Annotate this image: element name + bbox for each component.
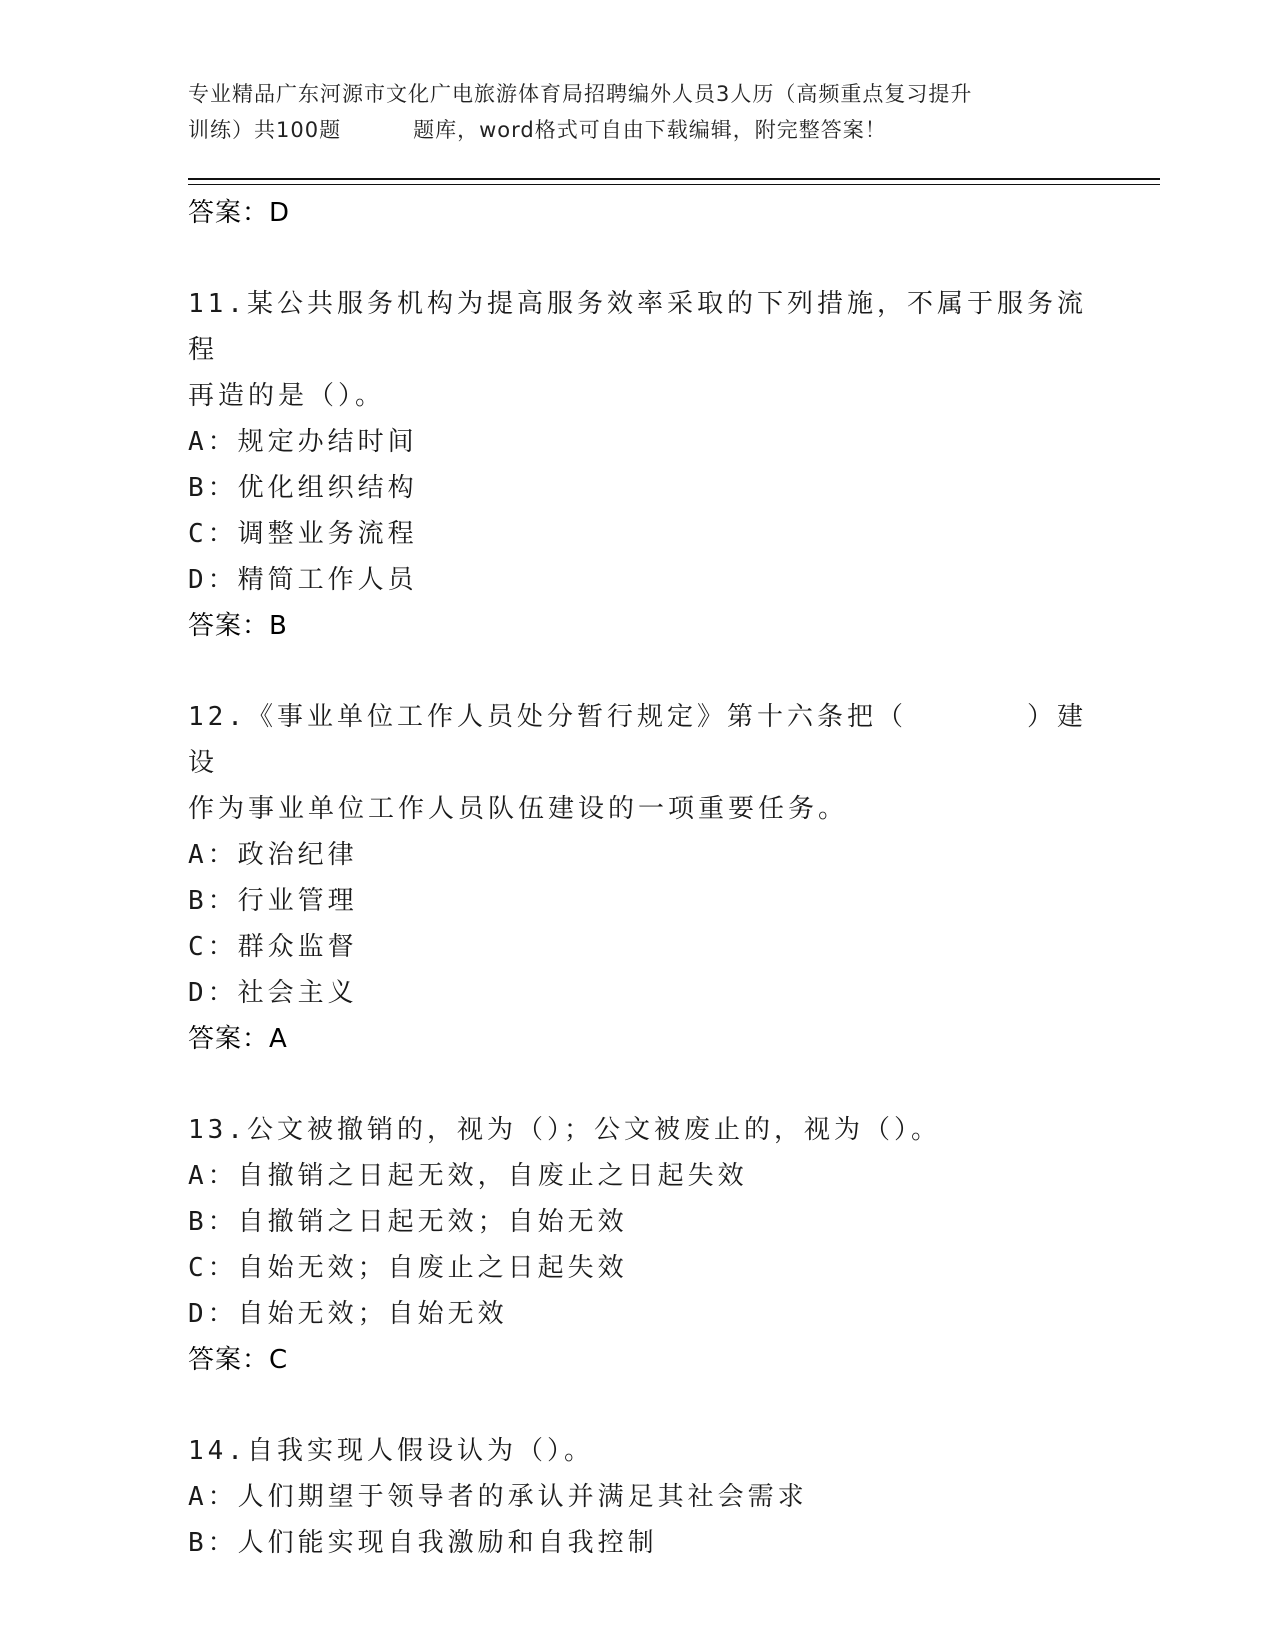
- header-divider-thin: [188, 184, 1160, 185]
- question-stem-line: 12.《事业单位工作人员处分暂行规定》第十六条把（ ）建设: [188, 702, 1087, 778]
- answer-label: 答案：B: [188, 611, 288, 641]
- question-stem: [188, 1428, 1088, 1474]
- option-d: D：自始无效；自始无效: [188, 1299, 508, 1329]
- question-12: [188, 694, 1088, 1062]
- option-c: C：群众监督: [188, 932, 358, 962]
- answer-label: 答案：D: [188, 198, 291, 228]
- question-11: [188, 281, 1088, 649]
- option-a: A：政治纪律: [188, 840, 358, 870]
- question-stem-line: 13.公文被撤销的，视为（）；公文被废止的，视为（）。: [188, 1115, 941, 1145]
- option-d: D：精简工作人员: [188, 565, 418, 595]
- question-stem: [188, 281, 1088, 419]
- option-b: B：自撤销之日起无效；自始无效: [188, 1207, 628, 1237]
- header-line-2: [188, 112, 1088, 148]
- option-a: A：人们期望于领导者的承认并满足其社会需求: [188, 1482, 808, 1512]
- header-line-2-right: 题库，word格式可自由下载编辑，附完整答案！: [413, 118, 887, 142]
- header-line-1: 专业精品广东河源市文化广电旅游体育局招聘编外人员3人历（高频重点复习提升: [188, 82, 973, 106]
- option-b: B：行业管理: [188, 886, 358, 916]
- option-c: C：自始无效；自废止之日起失效: [188, 1253, 628, 1283]
- question-stem: [188, 1107, 1088, 1153]
- question-stem-line: 作为事业单位工作人员队伍建设的一项重要任务。: [188, 794, 849, 824]
- option-b: B：优化组织结构: [188, 473, 418, 503]
- document-header: [188, 76, 1088, 148]
- document-body: [188, 190, 1088, 1566]
- option-d: D：社会主义: [188, 978, 358, 1008]
- answer-label: 答案：C: [188, 1345, 289, 1375]
- question-13: [188, 1107, 1088, 1383]
- question-stem-line: 再造的是（）。: [188, 381, 386, 411]
- option-a: A：规定办结时间: [188, 427, 418, 457]
- header-divider-thick: [188, 178, 1160, 180]
- question-14: [188, 1428, 1088, 1566]
- question-stem-line: 11.某公共服务机构为提高服务效率采取的下列措施，不属于服务流程: [188, 289, 1087, 365]
- option-b: B：人们能实现自我激励和自我控制: [188, 1528, 658, 1558]
- answer-label: 答案：A: [188, 1024, 288, 1054]
- option-c: C：调整业务流程: [188, 519, 418, 549]
- question-stem: [188, 694, 1088, 832]
- question-stem-line: 14.自我实现人假设认为（）。: [188, 1436, 594, 1466]
- option-a: A：自撤销之日起无效，自废止之日起失效: [188, 1161, 748, 1191]
- header-line-2-left: 训练）共100题: [188, 118, 342, 142]
